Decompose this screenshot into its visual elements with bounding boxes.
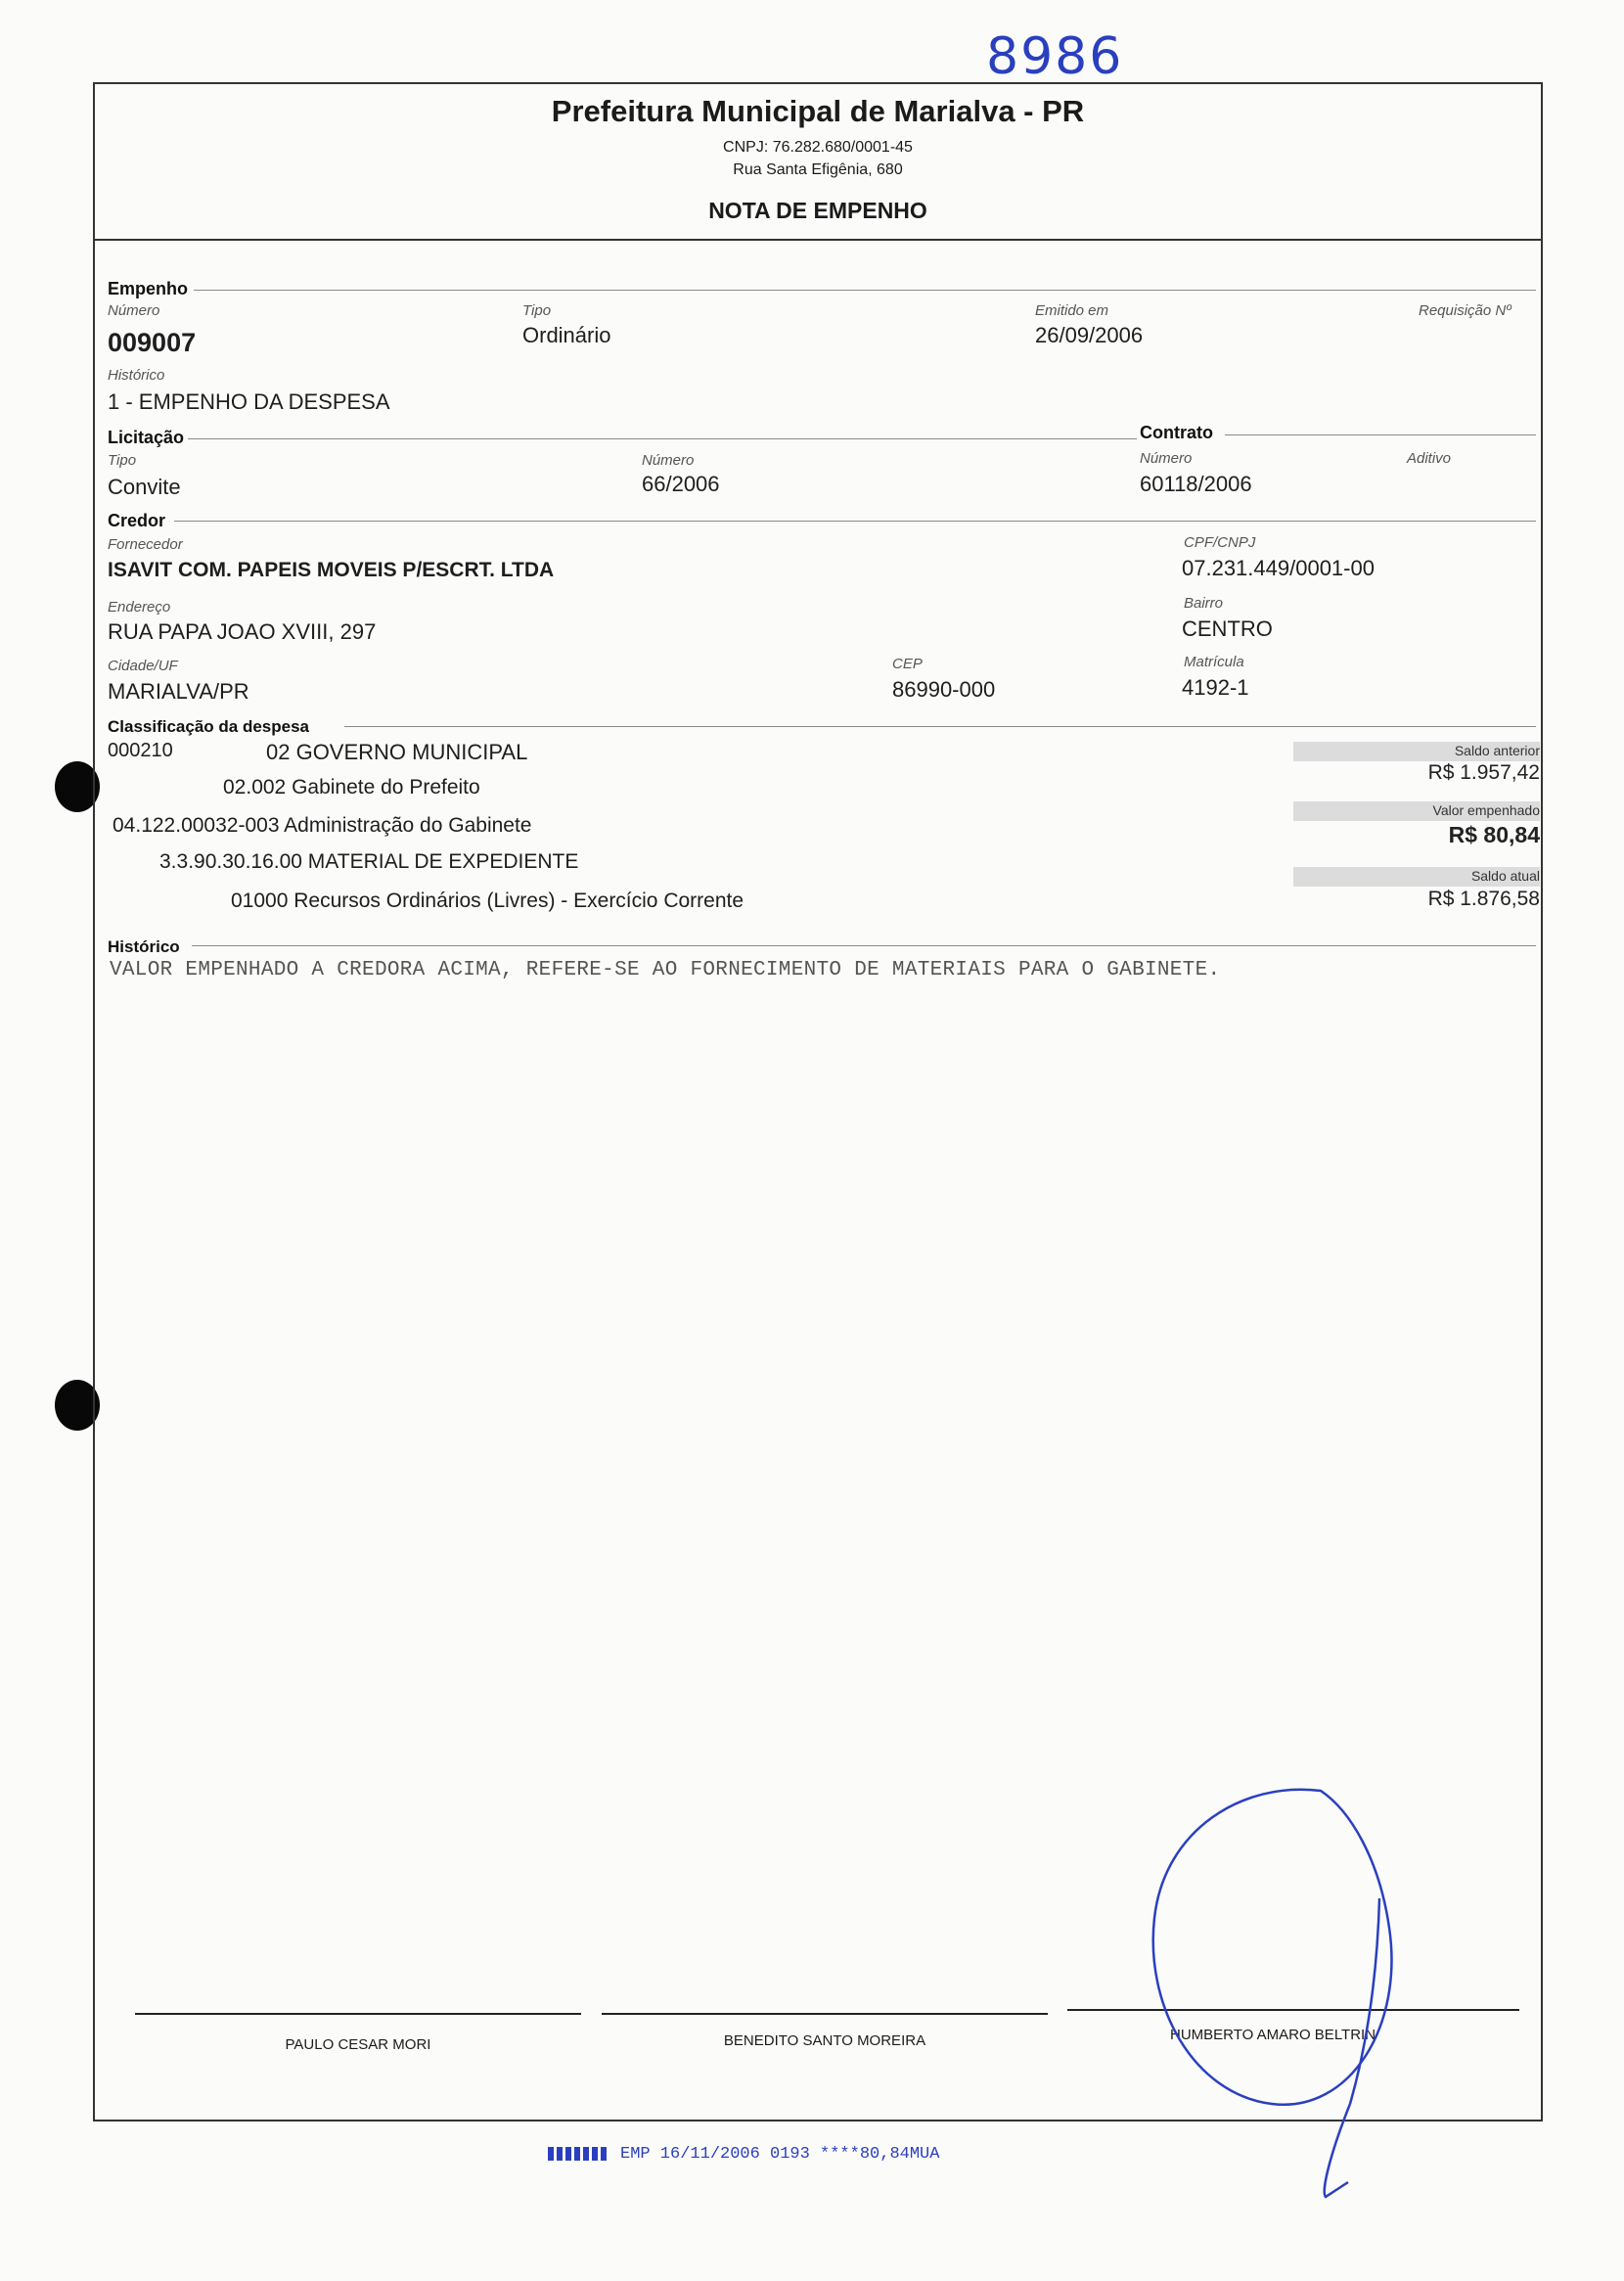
classificacao-funcional: 04.122.00032-003 Administração do Gabinete — [113, 814, 532, 837]
rule-licitacao — [188, 438, 1137, 439]
label-matricula: Matrícula — [1184, 654, 1244, 670]
municipality-cnpj: CNPJ: 76.282.680/0001-45 — [723, 139, 913, 156]
label-cep: CEP — [892, 656, 923, 672]
rule-empenho — [194, 290, 1536, 291]
label-saldo-atual: Saldo atual — [1470, 868, 1540, 884]
rule-classificacao — [344, 726, 1536, 727]
handwritten-number: 8986 — [986, 27, 1124, 86]
emitido-em: 26/09/2006 — [1035, 323, 1144, 347]
header-box — [93, 82, 1543, 241]
label-saldo-anterior: Saldo anterior — [1454, 743, 1540, 758]
municipality-title: Prefeitura Municipal de Marialva - PR — [551, 94, 1085, 128]
label-valor-empenhado: Valor empenhado — [1432, 802, 1540, 818]
section-empenho: Empenho — [108, 279, 189, 298]
signatory-3: HUMBERTO AMARO BELTRIN — [1170, 2027, 1376, 2043]
section-historico: Histórico — [108, 937, 180, 956]
empenho-numero: 009007 — [108, 328, 197, 357]
historico-text: VALOR EMPENHADO A CREDORA ACIMA, REFERE-SE AO FORNECIMENTO DE MATERIAIS PARA O GABINETE. — [110, 959, 1221, 981]
signature-line-2 — [602, 2013, 1048, 2015]
label-contrato-numero: Número — [1140, 450, 1193, 467]
classificacao-elemento: 3.3.90.30.16.00 MATERIAL DE EXPEDIENTE — [159, 850, 579, 873]
empenho-tipo: Ordinário — [522, 323, 611, 347]
licitacao-numero: 66/2006 — [642, 472, 720, 496]
classificacao-recurso: 01000 Recursos Ordinários (Livres) - Exercício Corrente — [231, 890, 744, 912]
label-emitido-em: Emitido em — [1035, 302, 1109, 319]
licitacao-tipo: Convite — [108, 475, 181, 499]
cep: 86990-000 — [892, 677, 996, 702]
saldo-atual: R$ 1.876,58 — [1427, 888, 1540, 910]
protocol-stamp — [548, 2145, 939, 2164]
handwritten-signature — [1125, 1781, 1419, 2202]
classificacao-unidade: 02.002 Gabinete do Prefeito — [223, 776, 480, 798]
label-empenho-tipo: Tipo — [522, 302, 552, 319]
matricula: 4192-1 — [1182, 675, 1249, 700]
credor-cnpj: 07.231.449/0001-00 — [1182, 556, 1375, 580]
stamp-mark-icon — [548, 2147, 607, 2161]
section-classificacao: Classificação da despesa — [108, 717, 310, 736]
classificacao-codigo: 000210 — [108, 740, 173, 761]
section-licitacao: Licitação — [108, 428, 185, 447]
rule-historico — [192, 945, 1536, 946]
section-credor: Credor — [108, 511, 166, 530]
municipality-address: Rua Santa Efigênia, 680 — [733, 161, 903, 178]
signatory-2: BENEDITO SANTO MOREIRA — [723, 2032, 926, 2049]
section-contrato: Contrato — [1140, 423, 1213, 442]
label-endereco: Endereço — [108, 599, 171, 616]
contrato-numero: 60118/2006 — [1140, 472, 1252, 496]
label-requisicao: Requisição Nº — [1419, 302, 1511, 319]
classificacao-orgao: 02 GOVERNO MUNICIPAL — [266, 740, 528, 764]
label-cidade: Cidade/UF — [108, 658, 178, 674]
rule-contrato — [1225, 434, 1536, 435]
rule-credor — [174, 521, 1536, 522]
label-empenho-historico: Histórico — [108, 367, 165, 384]
document-title: NOTA DE EMPENHO — [708, 198, 927, 223]
bairro: CENTRO — [1182, 616, 1273, 641]
signatory-1: PAULO CESAR MORI — [285, 2036, 431, 2053]
stamp-text: EMP 16/11/2006 0193 ****80,84MUA — [620, 2145, 940, 2164]
label-licitacao-tipo: Tipo — [108, 452, 137, 469]
fornecedor: ISAVIT COM. PAPEIS MOVEIS P/ESCRT. LTDA — [108, 559, 555, 581]
label-bairro: Bairro — [1184, 595, 1224, 612]
label-empenho-numero: Número — [108, 302, 160, 319]
label-cpf-cnpj: CPF/CNPJ — [1184, 534, 1256, 551]
valor-empenhado: R$ 80,84 — [1448, 822, 1540, 847]
signature-line-1 — [135, 2013, 581, 2015]
label-fornecedor: Fornecedor — [108, 536, 183, 553]
empenho-historico: 1 - EMPENHO DA DESPESA — [108, 389, 390, 414]
endereco: RUA PAPA JOAO XVIII, 297 — [108, 619, 377, 644]
label-licitacao-numero: Número — [642, 452, 695, 469]
cidade: MARIALVA/PR — [108, 679, 249, 704]
label-contrato-aditivo: Aditivo — [1407, 450, 1452, 467]
saldo-anterior: R$ 1.957,42 — [1427, 761, 1540, 784]
